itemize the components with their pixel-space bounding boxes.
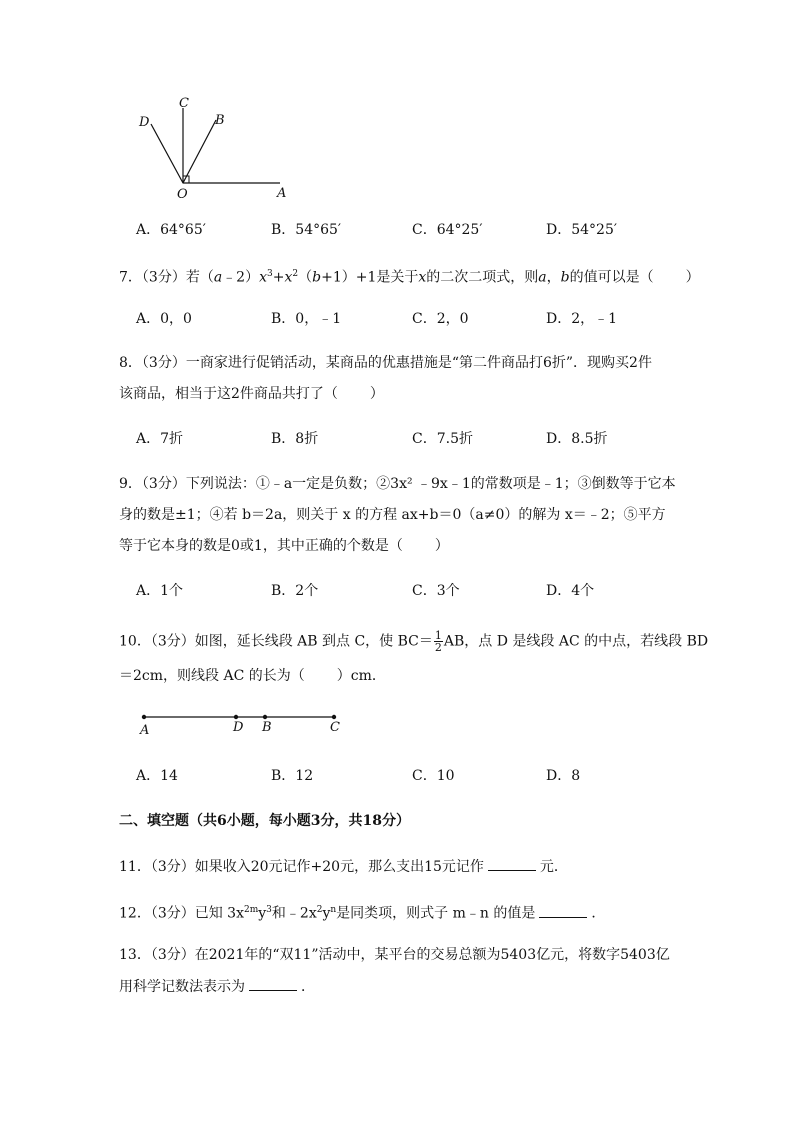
q8-option-d[interactable]: D．8.5折	[546, 431, 608, 447]
q10-option-d[interactable]: D．8	[546, 768, 581, 784]
q10-question-line2: ＝2cm，则线段 AC 的长为（ ）cm．	[119, 668, 386, 684]
q8-question-line2: 该商品，相当于这2件商品共打了（ ）	[119, 386, 384, 402]
label-o: O	[177, 187, 188, 202]
ray-ob	[183, 120, 216, 183]
q7-option-c[interactable]: C．2，0	[412, 311, 469, 327]
q10-question-line1: 10．（3分）如图，延长线段 AB 到点 C，使 BC＝ $\frac{1}{2}$ AB，点 D 是线段 AC 的中点，若线段 BD	[119, 629, 709, 654]
q10-option-c[interactable]: C．10	[412, 768, 455, 784]
q8-option-b[interactable]: B．8折	[271, 431, 319, 447]
point-d	[234, 715, 238, 719]
q6-option-a[interactable]: A．64°65′	[136, 222, 206, 238]
q8-question-line1: 8．（3分）一商家进行促销活动，某商品的优惠措施是“第二件商品打6折”．现购买2件	[119, 355, 652, 371]
q9-option-c[interactable]: C．3个	[412, 583, 460, 599]
q6-option-c[interactable]: C．64°25′	[412, 222, 483, 238]
q13-question-line1: 13．（3分）在2021年的“双11”活动中，某平台的交易总额为5403亿元，将数字5403亿	[119, 947, 670, 963]
q9-option-b[interactable]: B．2个	[271, 583, 319, 599]
q8-option-a[interactable]: A．7折	[136, 431, 184, 447]
q13-answer-blank[interactable]	[249, 976, 297, 991]
point-a	[142, 715, 146, 719]
label-d: D	[139, 115, 150, 130]
q6-option-d[interactable]: D．54°25′	[546, 222, 618, 238]
q12-answer-blank[interactable]	[539, 903, 587, 918]
label-c: C	[179, 96, 189, 111]
label-b: B	[262, 720, 272, 735]
label-a: A	[277, 186, 287, 201]
q7-option-b[interactable]: B．0，﹣1	[271, 311, 342, 327]
point-b	[263, 715, 267, 719]
q10-option-b[interactable]: B．12	[271, 768, 314, 784]
label-b: B	[215, 113, 225, 128]
q7-option-d[interactable]: D．2，﹣1	[546, 311, 618, 327]
segment-figure	[130, 706, 360, 746]
point-c	[332, 715, 336, 719]
label-d: D	[233, 720, 244, 735]
label-a: A	[140, 723, 150, 738]
q11-question: 11．（3分）如果收入20元记作+20元，那么支出15元记作 元．	[119, 856, 568, 877]
q12-question: 12．（3分）已知 $3x^{2m}y^3$和$﹣2x^2y^n$是同类项，则式子 m﹣n 的值是 ．	[119, 900, 605, 924]
q10-option-a[interactable]: A．14	[136, 768, 178, 784]
q8-option-c[interactable]: C．7.5折	[412, 431, 473, 447]
ray-od	[151, 124, 183, 183]
q11-answer-blank[interactable]	[488, 856, 536, 871]
q9-question-line1: 9．（3分）下列说法：①﹣a一定是负数；②3x² ﹣9x﹣1的常数项是﹣1；③倒数等于它本	[119, 476, 676, 492]
fraction-one-half: $\frac{1}{2}$	[434, 629, 442, 654]
q7-question: 7．（3分）若$(a﹣2)x^3+x^2(b+1)+1$是关于x的二次二项式，则a，b的值可以是（ ）	[119, 269, 700, 286]
q6-option-b[interactable]: B．54°65′	[271, 222, 342, 238]
q9-option-d[interactable]: D．4个	[546, 583, 595, 599]
q13-question-line2: 用科学记数法表示为 ．	[119, 976, 315, 997]
label-c: C	[330, 720, 340, 735]
q9-question-line2: 身的数是±1；④若 b＝2a，则关于 x 的方程 ax+b＝0（a≠0）的解为 x＝﹣2；⑤平方	[119, 507, 666, 523]
angle-figure	[130, 90, 300, 205]
q9-option-a[interactable]: A．1个	[136, 583, 184, 599]
q7-option-a[interactable]: A．0，0	[136, 311, 192, 327]
q9-question-line3: 等于它本身的数是0或1，其中正确的个数是（ ）	[119, 538, 449, 554]
section-heading-fill-in: 二、填空题（共6小题，每小题3分，共18分）	[119, 813, 410, 829]
